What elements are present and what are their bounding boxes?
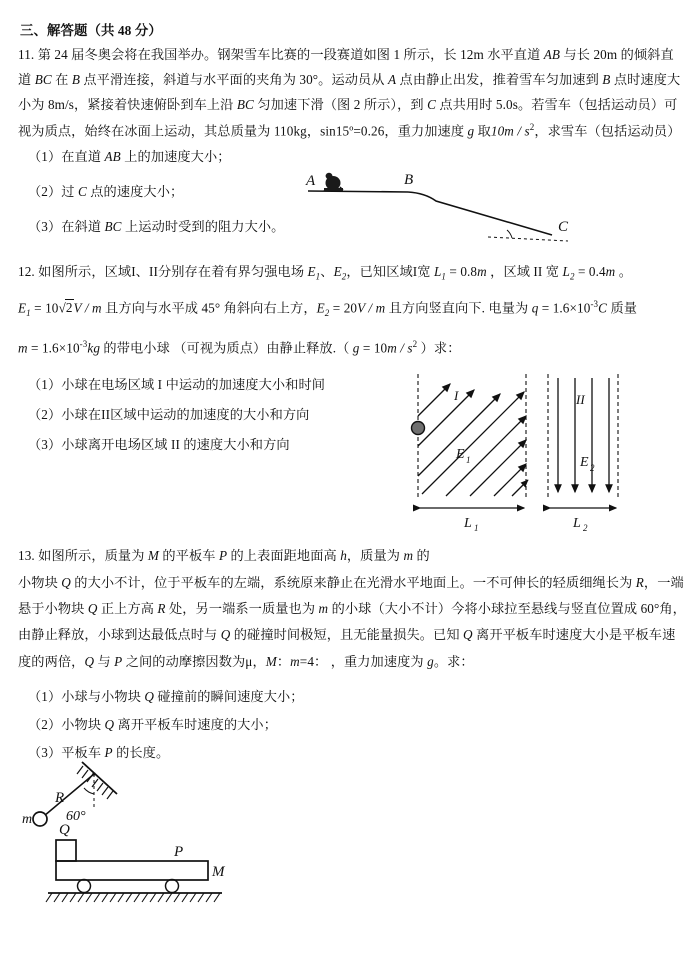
p11-l3c: 匀加速下滑（图 2 所示），到 bbox=[253, 97, 428, 112]
p13-l5h: m bbox=[290, 654, 300, 669]
p13-l4c: 的碰撞时间极短，且无能量损失。已知 bbox=[230, 627, 464, 642]
p13-l4b: Q bbox=[220, 627, 231, 642]
p12-l2c: = 10 bbox=[30, 300, 59, 316]
p13-l5b: Q bbox=[84, 654, 95, 669]
problem-11-line-1 bbox=[18, 48, 674, 61]
p11-l2c: 在 bbox=[51, 72, 72, 87]
field-2-sub: 2 bbox=[590, 463, 595, 473]
p13-q3a: （3）平板车 bbox=[28, 745, 105, 760]
p13-l4d: Q bbox=[463, 627, 473, 642]
p13-l5k: 。求： bbox=[433, 654, 474, 669]
p11-q3c: 上运动时受到的阻力大小。 bbox=[121, 219, 285, 234]
track-label-B: B bbox=[404, 172, 414, 188]
p13-l5i: =4： ，重力加速度为 bbox=[299, 654, 428, 669]
p12-l1q: 。 bbox=[615, 264, 632, 279]
p13-l2e: ，一端 bbox=[643, 575, 684, 590]
field-lines-region-1 bbox=[418, 384, 528, 496]
p13-l3c: 正上方高 bbox=[97, 601, 158, 616]
p11-l4e: 2 bbox=[529, 122, 535, 132]
p13-q1c: 碰撞前的瞬间速度大小； bbox=[154, 689, 304, 704]
p11-l3b: BC bbox=[236, 97, 254, 112]
p12-l2h: 2 bbox=[324, 308, 330, 319]
p13-q2b: Q bbox=[104, 717, 115, 732]
p12-l3j: ）求： bbox=[417, 340, 461, 356]
width-1-sub: 1 bbox=[474, 523, 479, 533]
p12-l3h: m / s bbox=[387, 340, 413, 356]
p13-l5g: ： bbox=[276, 654, 291, 669]
p13-l1i: 的 bbox=[413, 548, 430, 563]
p12-l3f: g bbox=[352, 340, 360, 356]
problem-12-sub-3: （3）小球离开电场区域 II 的速度大小和方向 bbox=[28, 437, 290, 452]
string-length-label: R bbox=[55, 790, 65, 806]
ground-hatching bbox=[46, 893, 220, 902]
p12-l1k: m bbox=[477, 264, 487, 279]
sqrt-icon: √ bbox=[58, 300, 66, 316]
p12-l2a: E bbox=[18, 300, 27, 316]
p12-l2d: 2 bbox=[65, 300, 73, 316]
p13-q1a: （1）小球与小物块 bbox=[28, 689, 145, 704]
p12-l3d: kg bbox=[87, 340, 101, 356]
p12-l2i: = 20 bbox=[329, 300, 358, 316]
p13-l3e: 处，另一端系一质量也为 bbox=[165, 601, 319, 616]
p13-q1b: Q bbox=[144, 689, 155, 704]
problem-13-line-4 bbox=[18, 628, 675, 641]
p12-l1j: = 0.8 bbox=[446, 264, 478, 279]
angle-label: 60° bbox=[66, 809, 86, 824]
problem-11-sub-3 bbox=[28, 220, 284, 233]
problem-13-line-2 bbox=[18, 576, 684, 589]
p12-l3e: 的带电小球 （可视为质点）由静止释放.（ bbox=[100, 340, 353, 356]
p13-l3b: Q bbox=[87, 601, 98, 616]
region-1-label: I bbox=[454, 388, 459, 403]
p12-l3g: = 10 bbox=[359, 340, 388, 356]
p11-l4f: ，求雪车（包括运动员） bbox=[534, 123, 681, 139]
p13-l4a: 由静止释放，小球到达最低点时与 bbox=[18, 627, 221, 642]
p11-l4c: 取 bbox=[474, 123, 491, 139]
p12-l3i: 2 bbox=[412, 339, 418, 349]
width-2-sub: 2 bbox=[583, 523, 588, 533]
p13-q2c: 离开平板车时速度的大小； bbox=[114, 717, 278, 732]
p11-l4a: 视为质点，始终在冰面上运动，其总质量为 110kg，sin15º=0.26，重力加速度 bbox=[18, 123, 468, 139]
p11-l2f: A bbox=[388, 72, 397, 87]
p12-l1b: E bbox=[307, 264, 316, 279]
track-label-C: C bbox=[558, 219, 569, 235]
p13-q3c: 的长度。 bbox=[112, 745, 170, 760]
p12-l1c: 1 bbox=[315, 271, 321, 282]
p13-l1b: M bbox=[147, 548, 159, 563]
p13-l2c: 的大小不计，位于平板车的左端，系统原来静止在光滑水平地面上。一不可伸长的轻质细绳长为 bbox=[70, 575, 636, 590]
p11-l2h: B bbox=[602, 72, 611, 87]
problem-11-line-4 bbox=[18, 123, 681, 138]
block-label-Q: Q bbox=[59, 822, 70, 838]
p12-l1g: ，已知区域I宽 bbox=[346, 264, 434, 279]
p12-l1e: E bbox=[333, 264, 342, 279]
p11-l2g: 点由静止出发，推着雪车匀加速到 bbox=[396, 72, 603, 87]
p13-l5c: 与 bbox=[94, 654, 115, 669]
skeleton-track-diagram bbox=[300, 165, 590, 245]
p13-l3d: R bbox=[157, 601, 166, 616]
pendulum-cart-diagram bbox=[22, 762, 322, 912]
problem-13-line-3 bbox=[18, 602, 686, 615]
problem-13-sub-2 bbox=[28, 718, 277, 731]
field-1-label: E bbox=[456, 447, 465, 462]
p13-l5j: g bbox=[427, 654, 434, 669]
problem-11-sub-1 bbox=[28, 150, 231, 163]
p12-l3b: = 1.6×10 bbox=[27, 340, 80, 356]
problem-12-line-2 bbox=[18, 300, 637, 318]
p11-q2c: 点的速度大小； bbox=[86, 184, 184, 199]
field-2-label: E bbox=[580, 455, 589, 470]
p13-l5a: 度的两倍， bbox=[18, 654, 85, 669]
p12-l2m: = 1.6×10 bbox=[538, 300, 591, 316]
problem-13-line-5 bbox=[18, 655, 474, 668]
problem-11-line-2 bbox=[18, 73, 680, 86]
region-2-label: II bbox=[576, 392, 585, 407]
p12-l2k: 且方向竖直向下. 电量为 bbox=[385, 300, 532, 316]
p11-q3a: （3）在斜道 bbox=[28, 219, 105, 234]
p13-l3a: 悬于小物块 bbox=[18, 601, 88, 616]
charged-ball-icon bbox=[412, 422, 425, 435]
p11-q2b: C bbox=[77, 184, 87, 199]
p12-l2o: C bbox=[598, 300, 608, 316]
p13-l1g: ，质量为 bbox=[346, 548, 404, 563]
p11-q1c: 上的加速度大小； bbox=[120, 149, 231, 164]
p11-l3e: 点共用时 5.0s。若雪车（包括运动员）可 bbox=[435, 97, 678, 112]
p11-l2d: B bbox=[71, 72, 80, 87]
p11-l3a: 小为 8m/s，紧接着快速俯卧到车上沿 bbox=[18, 97, 237, 112]
p13-l4e: 离开平板车时速度大小是平板车速 bbox=[472, 627, 676, 642]
p12-l2f: 且方向与水平成 45° 角斜向右上方， bbox=[101, 300, 317, 316]
p12-l1h: L bbox=[433, 264, 442, 279]
p13-l5e: 之间的动摩擦因数为μ， bbox=[122, 654, 266, 669]
p11-q1a: （1）在直道 bbox=[28, 149, 105, 164]
problem-12-line-3 bbox=[18, 340, 461, 355]
p12-l1i: 1 bbox=[441, 271, 447, 282]
p12-l2b: 1 bbox=[26, 308, 31, 319]
p13-q2a: （2）小物块 bbox=[28, 717, 105, 732]
problem-12-sub-2: （2）小球在II区域中运动的加速度的大小和方向 bbox=[28, 407, 310, 422]
p13-l1d: P bbox=[218, 548, 228, 563]
cart-label-P: P bbox=[174, 844, 184, 860]
p12-l3c: -3 bbox=[79, 339, 88, 349]
p13-l1f: h bbox=[340, 548, 347, 563]
athlete-sled-icon bbox=[324, 173, 343, 191]
p12-l2n: -3 bbox=[590, 299, 599, 309]
p12-l3a: m bbox=[18, 340, 28, 356]
p12-l1n: 2 bbox=[569, 271, 575, 282]
p12-l2e: V / m bbox=[73, 300, 102, 316]
p13-l1a: 13. 如图所示，质量为 bbox=[18, 548, 148, 563]
cart-mass-label: M bbox=[212, 864, 225, 880]
p13-l1c: 的平板车 bbox=[158, 548, 219, 563]
p11-l1a: 11. 第 24 届冬奥会将在我国举办。钢架雪车比赛的一段赛道如图 1 所示，长 12m 水平直道 bbox=[18, 47, 544, 62]
problem-11-line-3 bbox=[18, 98, 677, 111]
field-1-sub: 1 bbox=[466, 455, 471, 465]
p12-l1m: L bbox=[562, 264, 570, 279]
problem-12-line-1 bbox=[18, 265, 632, 282]
p12-l1f: 2 bbox=[341, 271, 347, 282]
p13-l2d: R bbox=[635, 575, 644, 590]
p13-l3f: m bbox=[318, 601, 329, 616]
p11-l1c: 与长 20m 的倾斜直 bbox=[560, 47, 674, 62]
ball-mass-label: m bbox=[22, 812, 33, 827]
p13-l5f: M bbox=[265, 654, 277, 669]
p12-l1l: ，区域 II 宽 bbox=[486, 264, 563, 279]
p12-l2l: q bbox=[531, 300, 539, 316]
p11-q1b: AB bbox=[104, 149, 121, 164]
p12-l2j: V / m bbox=[357, 300, 386, 316]
p11-l2b: BC bbox=[34, 72, 52, 87]
p13-l3g: 的小球（大小不计）今将小球拉至悬线与竖直位置成 60°角， bbox=[328, 601, 686, 616]
width-2-label: L bbox=[573, 516, 581, 531]
p11-q3b: BC bbox=[104, 219, 122, 234]
p12-l2p: 质量 bbox=[607, 300, 638, 316]
p11-l4d: 10m / s bbox=[490, 123, 530, 139]
track-label-A: A bbox=[306, 173, 316, 189]
problem-12-sub-1: （1）小球在电场区域 I 中运动的加速度大小和时间 bbox=[28, 377, 326, 392]
p12-l1d: 、 bbox=[320, 264, 334, 279]
problem-13-sub-3 bbox=[28, 746, 169, 759]
p12-l1a: 12. 如图所示，区域I、II分别存在着有界匀强电场 bbox=[18, 264, 308, 279]
p13-l2b: Q bbox=[61, 575, 71, 590]
p13-l1h: m bbox=[403, 548, 414, 563]
problem-11-sub-2 bbox=[28, 185, 183, 198]
p13-q3b: P bbox=[104, 745, 113, 760]
p11-q2a: （2）过 bbox=[28, 184, 78, 199]
p11-l2a: 道 bbox=[18, 72, 35, 87]
section-heading: 三、解答题（共 48 分） bbox=[20, 23, 162, 38]
p13-l2a: 小物块 bbox=[18, 575, 62, 590]
p12-l1p: m bbox=[605, 264, 616, 279]
p11-l2e: 点平滑连接，斜道与水平面的夹角为 30°。运动员从 bbox=[80, 72, 388, 87]
p11-l1b: AB bbox=[543, 47, 561, 62]
p11-l4b: g bbox=[467, 123, 475, 139]
problem-13-sub-1 bbox=[28, 690, 304, 703]
p11-l3d: C bbox=[427, 97, 436, 112]
electric-field-regions-diagram bbox=[408, 368, 678, 533]
p11-l2i: 点时速度大 bbox=[610, 72, 681, 87]
ceiling-support-icon bbox=[77, 762, 117, 799]
p12-l2g: E bbox=[316, 300, 325, 316]
width-1-label: L bbox=[464, 516, 472, 531]
p13-l1e: 的上表面距地面高 bbox=[227, 548, 341, 563]
p12-l1o: = 0.4 bbox=[574, 264, 606, 279]
p13-l5d: P bbox=[114, 654, 123, 669]
problem-13-line-1 bbox=[18, 549, 430, 562]
